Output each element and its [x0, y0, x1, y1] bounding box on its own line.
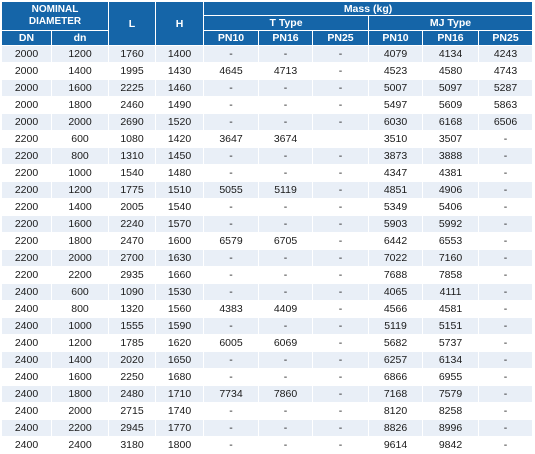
cell-mj-pn10: 8826: [369, 420, 423, 437]
header-t-pn25: PN25: [313, 31, 369, 46]
cell-h: 1490: [156, 97, 204, 114]
cell-dn: 2000: [2, 114, 52, 131]
cell-mj-pn16: 5737: [423, 335, 479, 352]
cell-mj-pn25: -: [479, 199, 533, 216]
header-dn-small: dn: [52, 31, 109, 46]
cell-t-pn25: -: [313, 335, 369, 352]
table-row: [2, 369, 533, 386]
table-row: [2, 386, 533, 403]
cell-mj-pn16: 4581: [423, 301, 479, 318]
header-nominal-diameter: NOMINAL DIAMETER: [2, 2, 109, 31]
cell-mj-pn10: 9614: [369, 437, 423, 454]
cell-t-pn10: -: [204, 352, 259, 369]
cell-mj-pn10: 4851: [369, 182, 423, 199]
table-body: [2, 46, 533, 454]
cell-dn-small: 2000: [52, 114, 109, 131]
cell-t-pn10: -: [204, 97, 259, 114]
cell-h: 1570: [156, 216, 204, 233]
cell-h: 1710: [156, 386, 204, 403]
cell-h: 1770: [156, 420, 204, 437]
cell-mj-pn10: 4065: [369, 284, 423, 301]
cell-dn: 2400: [2, 437, 52, 454]
cell-dn-small: 1600: [52, 216, 109, 233]
header-mass: Mass (kg): [204, 2, 533, 16]
table-row: [2, 165, 533, 182]
cell-t-pn16: -: [259, 437, 313, 454]
cell-l: 1785: [109, 335, 156, 352]
cell-mj-pn25: -: [479, 403, 533, 420]
cell-t-pn25: -: [313, 420, 369, 437]
cell-mj-pn16: 4381: [423, 165, 479, 182]
cell-l: 2690: [109, 114, 156, 131]
cell-t-pn10: -: [204, 46, 259, 63]
cell-t-pn16: 3674: [259, 131, 313, 148]
table-row: [2, 199, 533, 216]
cell-h: 1560: [156, 301, 204, 318]
cell-t-pn25: -: [313, 165, 369, 182]
cell-dn: 2200: [2, 233, 52, 250]
header-t-type: T Type: [204, 16, 369, 31]
cell-h: 1600: [156, 233, 204, 250]
cell-t-pn25: -: [313, 267, 369, 284]
cell-mj-pn25: -: [479, 420, 533, 437]
cell-dn: 2400: [2, 352, 52, 369]
cell-mj-pn16: 9842: [423, 437, 479, 454]
cell-dn: 2200: [2, 199, 52, 216]
cell-t-pn10: 4645: [204, 63, 259, 80]
cell-l: 2480: [109, 386, 156, 403]
cell-mj-pn16: 5151: [423, 318, 479, 335]
table-row: [2, 267, 533, 284]
cell-t-pn16: -: [259, 216, 313, 233]
cell-t-pn10: -: [204, 148, 259, 165]
cell-dn-small: 1800: [52, 386, 109, 403]
cell-h: 1510: [156, 182, 204, 199]
cell-mj-pn25: -: [479, 437, 533, 454]
cell-t-pn25: -: [313, 80, 369, 97]
cell-t-pn10: -: [204, 80, 259, 97]
cell-t-pn16: -: [259, 199, 313, 216]
cell-mj-pn10: 6866: [369, 369, 423, 386]
cell-mj-pn10: 4079: [369, 46, 423, 63]
cell-t-pn25: -: [313, 233, 369, 250]
cell-dn: 2000: [2, 46, 52, 63]
cell-mj-pn25: -: [479, 369, 533, 386]
cell-l: 1320: [109, 301, 156, 318]
header-t-pn10: PN10: [204, 31, 259, 46]
cell-l: 1080: [109, 131, 156, 148]
cell-dn-small: 1600: [52, 80, 109, 97]
cell-dn-small: 800: [52, 301, 109, 318]
cell-t-pn16: -: [259, 318, 313, 335]
cell-t-pn25: -: [313, 46, 369, 63]
cell-t-pn16: 6069: [259, 335, 313, 352]
cell-mj-pn10: 6442: [369, 233, 423, 250]
table-row: [2, 301, 533, 318]
cell-dn: 2000: [2, 80, 52, 97]
cell-t-pn10: -: [204, 250, 259, 267]
cell-mj-pn10: 4523: [369, 63, 423, 80]
cell-t-pn25: -: [313, 148, 369, 165]
table-row: [2, 335, 533, 352]
cell-t-pn16: 5119: [259, 182, 313, 199]
cell-dn-small: 2200: [52, 420, 109, 437]
header-t-pn16: PN16: [259, 31, 313, 46]
cell-dn: 2400: [2, 403, 52, 420]
cell-l: 1760: [109, 46, 156, 63]
table-row: [2, 182, 533, 199]
cell-mj-pn25: -: [479, 386, 533, 403]
cell-dn-small: 1800: [52, 233, 109, 250]
cell-t-pn16: -: [259, 267, 313, 284]
cell-mj-pn10: 6030: [369, 114, 423, 131]
cell-t-pn16: -: [259, 165, 313, 182]
cell-mj-pn25: -: [479, 267, 533, 284]
cell-t-pn16: -: [259, 420, 313, 437]
cell-dn: 2400: [2, 386, 52, 403]
cell-t-pn25: -: [313, 386, 369, 403]
cell-t-pn16: -: [259, 250, 313, 267]
cell-l: 2715: [109, 403, 156, 420]
cell-dn-small: 800: [52, 148, 109, 165]
cell-mj-pn25: 4743: [479, 63, 533, 80]
cell-mj-pn10: 7688: [369, 267, 423, 284]
cell-l: 1555: [109, 318, 156, 335]
cell-t-pn10: -: [204, 318, 259, 335]
cell-t-pn10: -: [204, 216, 259, 233]
cell-t-pn25: -: [313, 250, 369, 267]
cell-h: 1540: [156, 199, 204, 216]
cell-mj-pn16: 6168: [423, 114, 479, 131]
cell-t-pn25: -: [313, 182, 369, 199]
cell-t-pn25: -: [313, 403, 369, 420]
cell-mj-pn10: 7168: [369, 386, 423, 403]
cell-mj-pn10: 4566: [369, 301, 423, 318]
cell-t-pn25: -: [313, 63, 369, 80]
cell-dn-small: 1400: [52, 352, 109, 369]
cell-h: 1620: [156, 335, 204, 352]
table-row: [2, 63, 533, 80]
cell-t-pn10: 5055: [204, 182, 259, 199]
cell-dn-small: 1400: [52, 199, 109, 216]
cell-mj-pn10: 8120: [369, 403, 423, 420]
cell-t-pn10: -: [204, 437, 259, 454]
cell-l: 2460: [109, 97, 156, 114]
cell-t-pn25: -: [313, 284, 369, 301]
cell-dn-small: 600: [52, 284, 109, 301]
header-l: L: [109, 2, 156, 46]
cell-t-pn16: -: [259, 97, 313, 114]
cell-mj-pn10: 5007: [369, 80, 423, 97]
cell-t-pn10: -: [204, 369, 259, 386]
cell-mj-pn16: 7858: [423, 267, 479, 284]
cell-mj-pn25: -: [479, 216, 533, 233]
cell-t-pn16: 4409: [259, 301, 313, 318]
cell-mj-pn16: 7160: [423, 250, 479, 267]
cell-dn: 2000: [2, 97, 52, 114]
cell-mj-pn10: 5903: [369, 216, 423, 233]
cell-t-pn25: -: [313, 199, 369, 216]
cell-mj-pn25: -: [479, 284, 533, 301]
cell-mj-pn16: 6134: [423, 352, 479, 369]
table-row: [2, 233, 533, 250]
cell-mj-pn16: 3507: [423, 131, 479, 148]
cell-t-pn10: -: [204, 403, 259, 420]
cell-h: 1530: [156, 284, 204, 301]
cell-mj-pn16: 6553: [423, 233, 479, 250]
cell-t-pn10: -: [204, 165, 259, 182]
cell-mj-pn16: 4134: [423, 46, 479, 63]
cell-mj-pn16: 5609: [423, 97, 479, 114]
cell-mj-pn25: -: [479, 165, 533, 182]
cell-dn-small: 1200: [52, 182, 109, 199]
cell-l: 1540: [109, 165, 156, 182]
cell-l: 2945: [109, 420, 156, 437]
cell-mj-pn16: 8996: [423, 420, 479, 437]
cell-dn-small: 1200: [52, 335, 109, 352]
cell-dn-small: 1000: [52, 165, 109, 182]
cell-mj-pn16: 4906: [423, 182, 479, 199]
cell-t-pn10: -: [204, 114, 259, 131]
cell-l: 1310: [109, 148, 156, 165]
table-row: [2, 80, 533, 97]
cell-dn: 2200: [2, 165, 52, 182]
cell-mj-pn10: 5682: [369, 335, 423, 352]
cell-mj-pn10: 5349: [369, 199, 423, 216]
cell-dn: 2200: [2, 250, 52, 267]
cell-h: 1400: [156, 46, 204, 63]
cell-h: 1740: [156, 403, 204, 420]
cell-h: 1450: [156, 148, 204, 165]
cell-dn: 2400: [2, 318, 52, 335]
cell-t-pn25: -: [313, 114, 369, 131]
cell-dn: 2200: [2, 267, 52, 284]
cell-l: 2020: [109, 352, 156, 369]
cell-mj-pn16: 6955: [423, 369, 479, 386]
cell-mj-pn25: -: [479, 131, 533, 148]
cell-dn: 2200: [2, 131, 52, 148]
cell-t-pn10: -: [204, 267, 259, 284]
cell-t-pn16: 7860: [259, 386, 313, 403]
cell-dn-small: 2000: [52, 403, 109, 420]
cell-t-pn16: -: [259, 148, 313, 165]
cell-dn: 2200: [2, 182, 52, 199]
cell-mj-pn10: 4347: [369, 165, 423, 182]
cell-t-pn16: -: [259, 80, 313, 97]
cell-dn-small: 600: [52, 131, 109, 148]
cell-mj-pn16: 4580: [423, 63, 479, 80]
cell-t-pn10: -: [204, 284, 259, 301]
cell-t-pn25: -: [313, 301, 369, 318]
cell-h: 1460: [156, 80, 204, 97]
table-row: [2, 420, 533, 437]
cell-dn: 2200: [2, 148, 52, 165]
cell-mj-pn16: 5992: [423, 216, 479, 233]
cell-mj-pn16: 7579: [423, 386, 479, 403]
cell-h: 1430: [156, 63, 204, 80]
cell-t-pn10: -: [204, 420, 259, 437]
cell-mj-pn10: 3510: [369, 131, 423, 148]
cell-t-pn10: 6005: [204, 335, 259, 352]
cell-t-pn16: -: [259, 114, 313, 131]
cell-dn: 2400: [2, 284, 52, 301]
table-row: [2, 148, 533, 165]
header-mj-pn16: PN16: [423, 31, 479, 46]
cell-mj-pn25: 5863: [479, 97, 533, 114]
cell-mj-pn25: -: [479, 148, 533, 165]
cell-l: 2935: [109, 267, 156, 284]
cell-t-pn25: -: [313, 97, 369, 114]
cell-mj-pn10: 5119: [369, 318, 423, 335]
cell-l: 2250: [109, 369, 156, 386]
header-mj-type: MJ Type: [369, 16, 533, 31]
cell-mj-pn10: 7022: [369, 250, 423, 267]
cell-dn-small: 1600: [52, 369, 109, 386]
cell-t-pn10: 6579: [204, 233, 259, 250]
cell-t-pn16: 4713: [259, 63, 313, 80]
cell-l: 1775: [109, 182, 156, 199]
table-row: [2, 352, 533, 369]
header-mj-pn10: PN10: [369, 31, 423, 46]
cell-mj-pn16: 3888: [423, 148, 479, 165]
cell-mj-pn25: -: [479, 318, 533, 335]
cell-l: 2005: [109, 199, 156, 216]
cell-l: 2240: [109, 216, 156, 233]
cell-h: 1680: [156, 369, 204, 386]
table-row: [2, 46, 533, 63]
cell-h: 1480: [156, 165, 204, 182]
cell-t-pn25: -: [313, 437, 369, 454]
cell-l: 2225: [109, 80, 156, 97]
table-row: [2, 250, 533, 267]
cell-t-pn16: 6705: [259, 233, 313, 250]
table-row: [2, 403, 533, 420]
cell-mj-pn25: -: [479, 301, 533, 318]
cell-dn-small: 1000: [52, 318, 109, 335]
cell-t-pn10: 4383: [204, 301, 259, 318]
cell-mj-pn25: -: [479, 250, 533, 267]
cell-t-pn25: -: [313, 318, 369, 335]
cell-t-pn16: -: [259, 403, 313, 420]
cell-mj-pn16: 5097: [423, 80, 479, 97]
header-mj-pn25: PN25: [479, 31, 533, 46]
cell-h: 1650: [156, 352, 204, 369]
cell-l: 1090: [109, 284, 156, 301]
cell-t-pn25: -: [313, 369, 369, 386]
mass-table: [1, 1, 533, 454]
cell-t-pn16: -: [259, 352, 313, 369]
cell-mj-pn25: 5287: [479, 80, 533, 97]
cell-mj-pn25: 4243: [479, 46, 533, 63]
cell-l: 1995: [109, 63, 156, 80]
cell-h: 1660: [156, 267, 204, 284]
cell-dn: 2400: [2, 335, 52, 352]
cell-mj-pn10: 5497: [369, 97, 423, 114]
cell-l: 2470: [109, 233, 156, 250]
table-row: [2, 318, 533, 335]
cell-mj-pn16: 8258: [423, 403, 479, 420]
table-row: [2, 437, 533, 454]
cell-mj-pn25: -: [479, 352, 533, 369]
cell-mj-pn10: 6257: [369, 352, 423, 369]
cell-dn-small: 1800: [52, 97, 109, 114]
cell-mj-pn25: -: [479, 182, 533, 199]
cell-mj-pn16: 4111: [423, 284, 479, 301]
cell-dn-small: 1400: [52, 63, 109, 80]
cell-mj-pn16: 5406: [423, 199, 479, 216]
header-dn: DN: [2, 31, 52, 46]
cell-t-pn16: -: [259, 284, 313, 301]
cell-l: 3180: [109, 437, 156, 454]
cell-t-pn10: 3647: [204, 131, 259, 148]
header-h: H: [156, 2, 204, 46]
cell-dn-small: 2200: [52, 267, 109, 284]
cell-t-pn25: -: [313, 352, 369, 369]
cell-h: 1420: [156, 131, 204, 148]
cell-h: 1800: [156, 437, 204, 454]
cell-t-pn25: [313, 131, 369, 148]
cell-dn: 2000: [2, 63, 52, 80]
cell-l: 2700: [109, 250, 156, 267]
cell-t-pn25: -: [313, 216, 369, 233]
cell-dn: 2400: [2, 369, 52, 386]
cell-h: 1520: [156, 114, 204, 131]
cell-t-pn16: -: [259, 369, 313, 386]
table-row: [2, 131, 533, 148]
cell-mj-pn10: 3873: [369, 148, 423, 165]
cell-t-pn10: -: [204, 199, 259, 216]
cell-h: 1630: [156, 250, 204, 267]
cell-dn-small: 1200: [52, 46, 109, 63]
cell-dn-small: 2000: [52, 250, 109, 267]
table-row: [2, 284, 533, 301]
table-row: [2, 114, 533, 131]
cell-t-pn10: 7734: [204, 386, 259, 403]
cell-dn: 2400: [2, 301, 52, 318]
cell-mj-pn25: -: [479, 335, 533, 352]
cell-t-pn16: -: [259, 46, 313, 63]
cell-dn-small: 2400: [52, 437, 109, 454]
cell-dn: 2200: [2, 216, 52, 233]
cell-mj-pn25: -: [479, 233, 533, 250]
table-row: [2, 216, 533, 233]
cell-dn: 2400: [2, 420, 52, 437]
cell-mj-pn25: 6506: [479, 114, 533, 131]
table-row: [2, 97, 533, 114]
cell-h: 1590: [156, 318, 204, 335]
